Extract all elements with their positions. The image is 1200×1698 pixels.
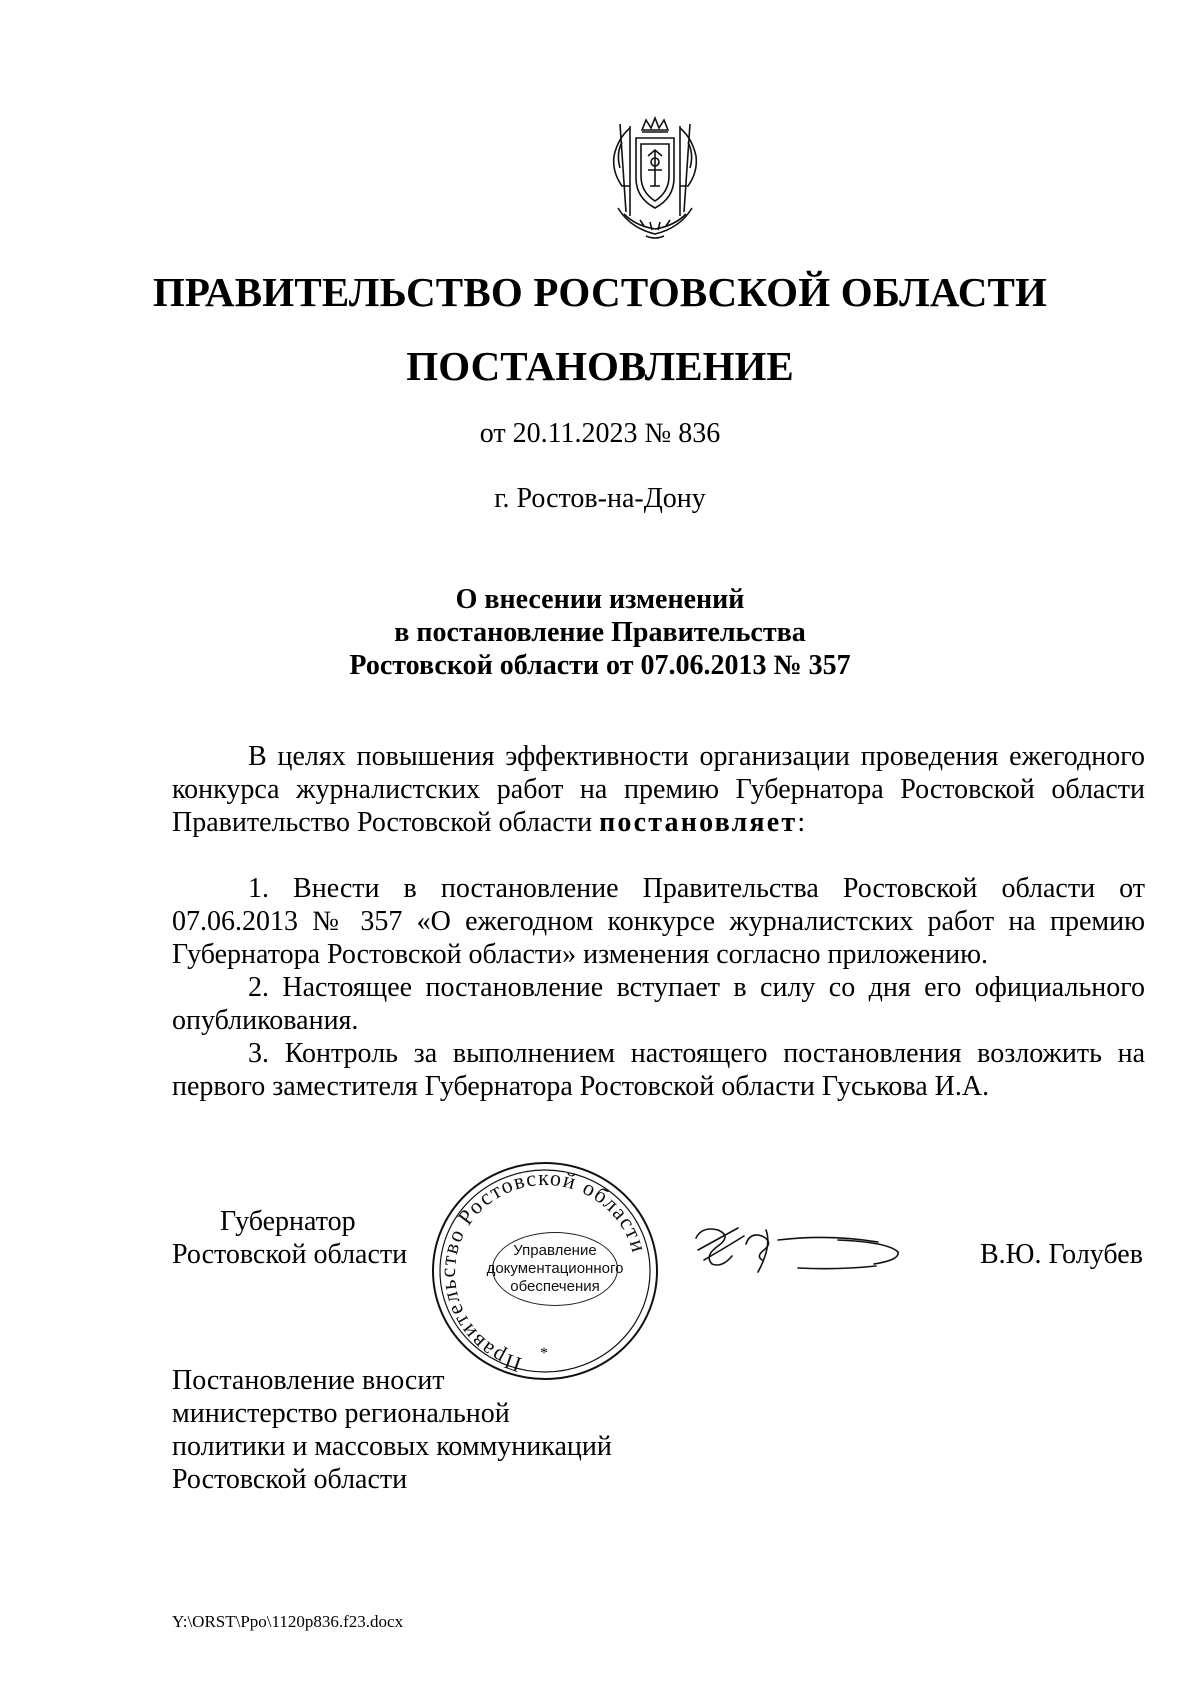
document-subject (0, 583, 1200, 682)
resolution-item-2: 2. Настоящее постановление вступает в силу со дня его официального опубликования. (172, 972, 1145, 1036)
stamp-center-line: обеспечения (510, 1278, 600, 1295)
signatory-position-line: Губернатор (220, 1206, 356, 1237)
organization-title: ПРАВИТЕЛЬСТВО РОСТОВСКОЙ ОБЛАСТИ (152, 269, 1048, 315)
subject-line: О внесении изменений (455, 584, 745, 615)
document-date-number: от 20.11.2023 № 836 (479, 418, 721, 449)
stamp-ring-text: Правительство Ростовской области (434, 1164, 653, 1378)
introducer-line: Ростовской области (172, 1464, 408, 1495)
signatory-name: В.Ю. Голубев (980, 1239, 1143, 1270)
resolution-item-1: 1. Внести в постановление Правительства Ростовской области от 07.06.2013 № 357 «О ежегодном конкурсе журналистских работ на премию Губернатора Ростовской области» изменения согласно приложению. (172, 873, 1145, 970)
stamp-center (486, 1232, 624, 1306)
subject-line: в постановление Правительства (394, 617, 806, 648)
file-path-footer: Y:\ORST\Ppo\1120p836.f23.docx (172, 1612, 404, 1631)
coat-of-arms-emblem (600, 116, 710, 242)
intro-paragraph (172, 740, 1145, 839)
signatory-position (172, 1205, 407, 1271)
resolution-item-3: 3. Контроль за выполнением настоящего постановления возложить на первого заместителя Губернатора Ростовской области Гуськова И.А. (172, 1038, 1145, 1102)
signatory-position-line: Ростовской области (172, 1239, 408, 1270)
introducer-line: политики и массовых коммуникаций (172, 1431, 612, 1462)
introducer-line: Постановление вносит (172, 1365, 445, 1396)
stamp-center-line: документационного (486, 1260, 624, 1277)
stamp-center-line: Управление (513, 1242, 597, 1259)
document-type-heading: ПОСТАНОВЛЕНИЕ (406, 343, 794, 389)
subject-line: Ростовской области от 07.06.2013 № 357 (349, 650, 851, 681)
intro-text: В целях повышения эффективности организации проведения ежегодного конкурса журналистских работ на премию Губернатора Ростовской области Правительство Ростовской области (172, 741, 1145, 838)
introducer-line: министерство региональной (172, 1398, 510, 1429)
intro-tail: : (797, 807, 806, 838)
introducer-block (172, 1364, 612, 1496)
document-city: г. Ростов-на-Дону (494, 483, 706, 514)
resolution-items (172, 872, 1145, 1103)
handwritten-signature (688, 1216, 928, 1276)
stamp-star: * (540, 1345, 548, 1362)
intro-keyword: постановляет (599, 807, 798, 838)
